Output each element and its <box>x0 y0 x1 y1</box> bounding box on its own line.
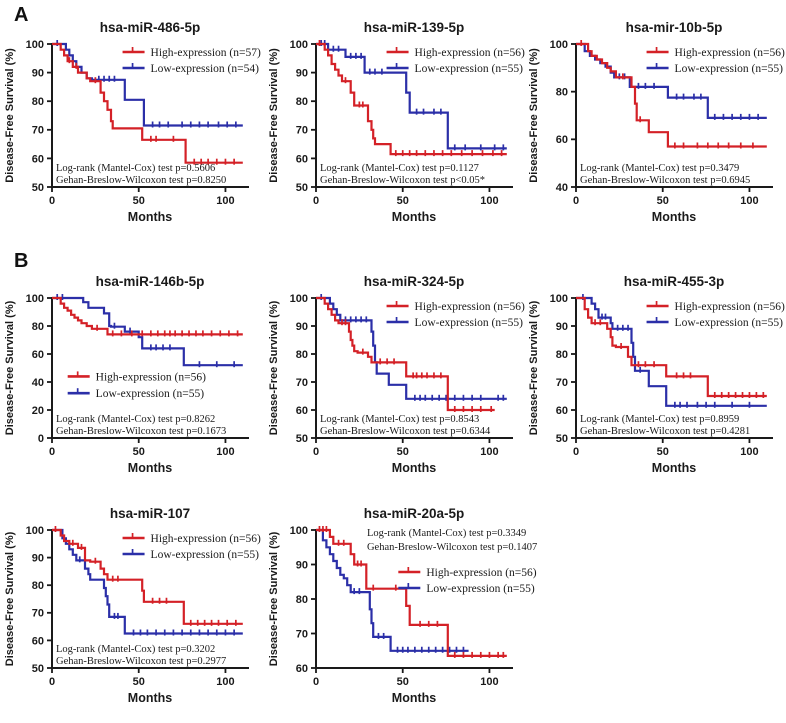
y-tick-label: 80 <box>555 348 568 361</box>
x-tick-label: 0 <box>572 446 580 458</box>
x-tick-label: 100 <box>480 195 499 207</box>
y-tick-label: 90 <box>31 552 44 565</box>
y-tick-label: 40 <box>31 376 44 389</box>
x-tick-label: 0 <box>312 676 320 688</box>
y-tick-label: 90 <box>295 559 308 572</box>
y-axis-label: Disease-Free Survival (%) <box>268 531 280 667</box>
y-axis-label: Disease-Free Survival (%) <box>528 48 540 183</box>
legend-label: Low-expression (n=55) <box>674 63 783 76</box>
x-tick-label: 0 <box>572 195 580 207</box>
stats-line: Gehan-Breslow-Wilcoxon test p=0.2977 <box>56 656 227 667</box>
stats-line: Log-rank (Mantel-Cox) test p=0.5606 <box>56 163 216 174</box>
y-tick-label: 90 <box>555 320 568 333</box>
stats-line: Gehan-Breslow-Wilcoxon test p=0.1407 <box>366 542 538 553</box>
y-tick-label: 20 <box>31 404 44 417</box>
y-tick-label: 90 <box>295 67 308 80</box>
panel-title: hsa-miR-139-5p <box>363 20 465 35</box>
legend-item-low <box>68 388 205 400</box>
y-axis-label: Disease-Free Survival (%) <box>4 48 16 183</box>
x-tick-label: 50 <box>132 676 145 688</box>
y-tick-label: 80 <box>31 580 44 593</box>
y-tick-label: 70 <box>31 607 44 620</box>
legend-item-low <box>123 549 260 561</box>
y-tick-label: 70 <box>31 124 44 137</box>
panel-title: hsa-miR-146b-5p <box>95 274 205 289</box>
km-panel-hsa-miR-324-5p <box>266 268 524 490</box>
y-tick-label: 50 <box>31 662 44 675</box>
stats-line: Log-rank (Mantel-Cox) test p=0.1127 <box>320 163 479 174</box>
series-low <box>52 530 243 636</box>
legend-item-low <box>647 63 784 75</box>
y-tick-label: 0 <box>37 432 44 445</box>
stats-line: Gehan-Breslow-Wilcoxon test p=0.8250 <box>56 175 227 186</box>
x-axis-label: Months <box>127 210 173 224</box>
legend-label: High-expression (n=56) <box>414 301 525 314</box>
y-tick-label: 60 <box>31 348 44 361</box>
legend-item-low <box>398 583 535 595</box>
stats-line: Log-rank (Mantel-Cox) test p=0.3349 <box>366 528 527 539</box>
panel-title: hsa-miR-324-5p <box>363 274 465 289</box>
legend-label: Low-expression (n=55) <box>426 583 535 596</box>
x-axis-label: Months <box>391 691 437 705</box>
y-tick-label: 80 <box>31 320 44 333</box>
series-high <box>52 298 243 336</box>
panel-title: hsa-miR-107 <box>109 506 191 521</box>
y-tick-label: 100 <box>549 38 568 51</box>
section-label-a: A <box>14 4 29 26</box>
y-tick-label: 50 <box>295 181 308 194</box>
legend-label: High-expression (n=57) <box>150 47 261 60</box>
y-tick-label: 80 <box>555 86 568 99</box>
km-panel-hsa-miR-146b-5p <box>2 268 260 490</box>
y-tick-label: 60 <box>31 635 44 648</box>
x-tick-label: 0 <box>48 446 56 458</box>
x-axis-label: Months <box>651 210 697 224</box>
y-tick-label: 80 <box>295 348 308 361</box>
y-tick-label: 100 <box>289 38 308 51</box>
stats-line: Log-rank (Mantel-Cox) test p=0.8543 <box>320 414 480 425</box>
km-panel-hsa-miR-139-5p <box>266 14 524 239</box>
legend-label: Low-expression (n=55) <box>414 63 523 76</box>
y-tick-label: 50 <box>31 181 44 194</box>
legend-label: Low-expression (n=55) <box>95 388 205 401</box>
x-tick-label: 50 <box>132 446 145 458</box>
section-label-b: B <box>14 250 29 272</box>
stats-line: Log-rank (Mantel-Cox) test p=0.3479 <box>580 163 740 174</box>
y-tick-label: 60 <box>295 404 308 417</box>
panel-title: hsa-miR-20a-5p <box>363 506 465 521</box>
x-tick-label: 100 <box>216 195 235 207</box>
legend-item-high <box>647 47 785 59</box>
x-tick-label: 0 <box>312 195 320 207</box>
legend-label: High-expression (n=56) <box>150 533 261 546</box>
y-tick-label: 40 <box>555 181 568 194</box>
x-tick-label: 0 <box>48 195 56 207</box>
stats-line: Gehan-Breslow-Wilcoxon test p=0.4281 <box>580 426 751 437</box>
stats-line: Log-rank (Mantel-Cox) test p=0.3202 <box>56 644 216 655</box>
legend-item-high <box>647 301 785 313</box>
y-axis-label: Disease-Free Survival (%) <box>528 300 540 436</box>
y-axis-label: Disease-Free Survival (%) <box>268 300 280 436</box>
legend-item-high <box>387 47 525 59</box>
series-low <box>52 294 243 367</box>
x-axis-label: Months <box>127 461 173 475</box>
legend-item-high <box>123 533 261 545</box>
y-tick-label: 60 <box>555 134 568 147</box>
x-tick-label: 100 <box>216 446 235 458</box>
km-panel-hsa-miR-107 <box>2 500 260 720</box>
legend-label: High-expression (n=56) <box>426 567 537 580</box>
y-tick-label: 100 <box>549 292 568 305</box>
x-tick-label: 50 <box>396 195 409 207</box>
legend-item-high <box>68 371 206 383</box>
y-tick-label: 100 <box>25 524 44 537</box>
y-tick-label: 100 <box>289 524 308 537</box>
legend-label: Low-expression (n=55) <box>414 317 523 330</box>
y-tick-label: 90 <box>295 320 308 333</box>
y-tick-label: 100 <box>289 292 308 305</box>
legend-label: High-expression (n=56) <box>674 301 785 314</box>
stats-line: Gehan-Breslow-Wilcoxon test p=0.6344 <box>320 426 491 437</box>
x-tick-label: 0 <box>48 676 56 688</box>
panel-title: hsa-miR-486-5p <box>99 20 201 35</box>
y-tick-label: 70 <box>555 376 568 389</box>
x-tick-label: 100 <box>480 676 499 688</box>
y-tick-label: 60 <box>555 404 568 417</box>
x-axis-label: Months <box>391 210 437 224</box>
y-tick-label: 50 <box>555 432 568 445</box>
x-axis-label: Months <box>391 461 437 475</box>
y-tick-label: 50 <box>295 432 308 445</box>
x-tick-label: 100 <box>740 195 759 207</box>
stats-line: Log-rank (Mantel-Cox) test p=0.8262 <box>56 414 216 425</box>
y-tick-label: 60 <box>295 662 308 675</box>
legend-label: Low-expression (n=55) <box>674 317 783 330</box>
y-tick-label: 100 <box>25 292 44 305</box>
y-axis-label: Disease-Free Survival (%) <box>268 48 280 183</box>
legend-item-low <box>647 317 784 329</box>
y-tick-label: 100 <box>25 38 44 51</box>
y-tick-label: 70 <box>295 628 308 641</box>
y-axis-label: Disease-Free Survival (%) <box>4 300 16 436</box>
stats-line: Log-rank (Mantel-Cox) test p=0.8959 <box>580 414 740 425</box>
legend-label: High-expression (n=56) <box>95 371 206 384</box>
x-tick-label: 100 <box>740 446 759 458</box>
stats-line: Gehan-Breslow-Wilcoxon test p=0.6945 <box>580 175 751 186</box>
legend-label: Low-expression (n=55) <box>150 549 259 562</box>
stats-line: Gehan-Breslow-Wilcoxon test p<0.05* <box>320 175 486 186</box>
legend-label: Low-expression (n=54) <box>150 63 259 76</box>
km-panel-hsa-mir-10b-5p <box>526 14 784 239</box>
x-tick-label: 50 <box>656 446 669 458</box>
x-tick-label: 50 <box>656 195 669 207</box>
km-panel-hsa-miR-486-5p <box>2 14 260 239</box>
x-axis-label: Months <box>127 691 173 705</box>
legend-item-low <box>123 63 260 75</box>
legend-item-low <box>387 317 524 329</box>
panel-title: hsa-miR-455-3p <box>623 274 725 289</box>
y-tick-label: 80 <box>31 96 44 109</box>
legend-label: High-expression (n=56) <box>674 47 785 60</box>
panel-title: hsa-mir-10b-5p <box>625 20 723 35</box>
x-tick-label: 50 <box>396 676 409 688</box>
x-tick-label: 0 <box>312 446 320 458</box>
stats-line: Gehan-Breslow-Wilcoxon test p=0.1673 <box>56 426 227 437</box>
x-axis-label: Months <box>651 461 697 475</box>
km-panel-hsa-miR-20a-5p <box>266 500 538 720</box>
y-tick-label: 90 <box>31 67 44 80</box>
y-axis-label: Disease-Free Survival (%) <box>4 531 16 667</box>
y-tick-label: 70 <box>295 124 308 137</box>
x-tick-label: 50 <box>396 446 409 458</box>
y-tick-label: 80 <box>295 96 308 109</box>
y-tick-label: 60 <box>31 153 44 166</box>
y-tick-label: 60 <box>295 153 308 166</box>
legend-item-high <box>123 47 261 59</box>
x-tick-label: 50 <box>132 195 145 207</box>
y-tick-label: 70 <box>295 376 308 389</box>
km-panel-hsa-miR-455-3p <box>526 268 784 490</box>
y-tick-label: 80 <box>295 593 308 606</box>
x-tick-label: 100 <box>480 446 499 458</box>
legend-label: High-expression (n=56) <box>414 47 525 60</box>
legend-item-high <box>387 301 525 313</box>
x-tick-label: 100 <box>216 676 235 688</box>
legend-item-high <box>398 567 536 579</box>
